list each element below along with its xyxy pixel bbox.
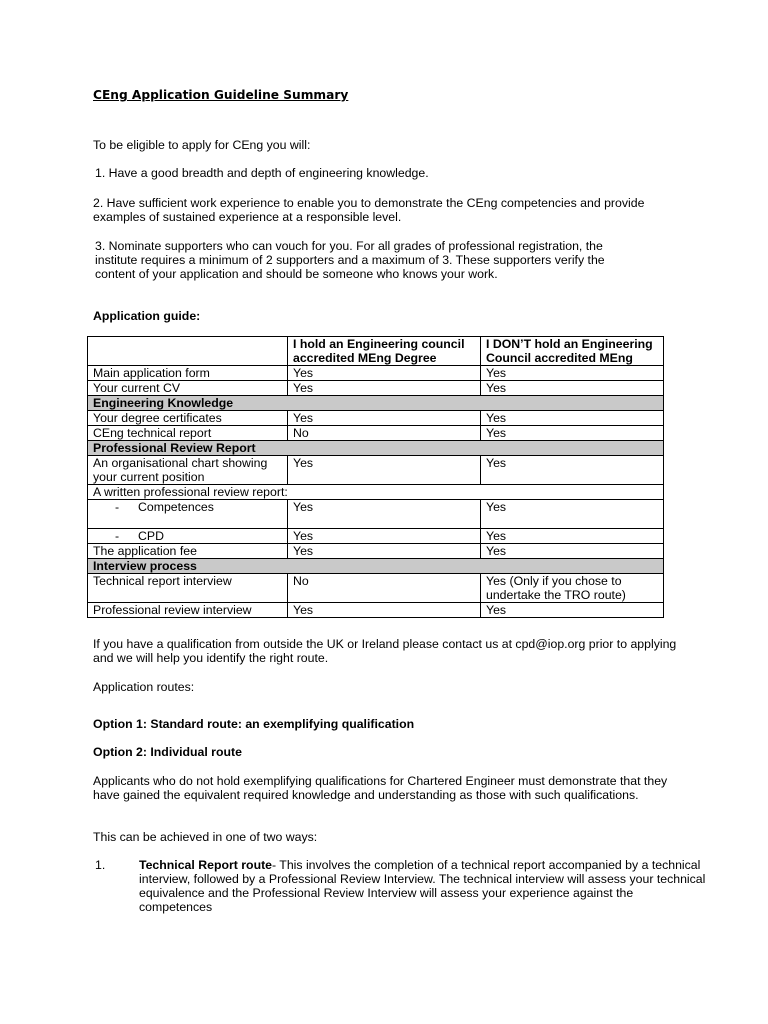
table-row bbox=[88, 485, 664, 500]
row-value: Yes bbox=[481, 381, 664, 396]
option-2-heading: Option 2: Individual route bbox=[93, 745, 242, 759]
row-value: Yes bbox=[481, 544, 664, 559]
row-value: Yes bbox=[481, 411, 664, 426]
row-value: Yes bbox=[288, 544, 481, 559]
row-value: Yes (Only if you chose to undertake the TRO route) bbox=[481, 574, 664, 603]
row-value: Yes bbox=[288, 411, 481, 426]
table-section-row bbox=[88, 396, 664, 411]
criterion-2: 2. Have sufficient work experience to enable you to demonstrate the CEng competencies and provide examples of sustained experience at a responsible level. bbox=[93, 196, 645, 224]
row-value: Yes bbox=[288, 381, 481, 396]
row-label: Professional review interview bbox=[88, 603, 288, 618]
row-label: Your current CV bbox=[88, 381, 288, 396]
row-label: CEng technical report bbox=[88, 426, 288, 441]
table-row bbox=[88, 426, 664, 441]
row-label: A written professional review report: bbox=[88, 485, 664, 500]
application-guide-heading: Application guide: bbox=[93, 309, 201, 323]
table-section-row bbox=[88, 559, 664, 574]
page-title: CEng Application Guideline Summary bbox=[93, 88, 349, 102]
row-label: Main application form bbox=[88, 366, 288, 381]
table-header-empty bbox=[88, 337, 288, 366]
table-header-meng: I hold an Engineering council accredited MEng Degree bbox=[288, 337, 481, 366]
table-row bbox=[88, 411, 664, 426]
criterion-1: 1. Have a good breadth and depth of engineering knowledge. bbox=[95, 166, 429, 180]
dash-marker: - bbox=[115, 500, 120, 514]
option-1-heading: Option 1: Standard route: an exemplifying qualification bbox=[93, 717, 415, 731]
row-value: Yes bbox=[481, 529, 664, 544]
row-label bbox=[88, 500, 288, 529]
row-label: An organisational chart showing your current position bbox=[88, 456, 288, 485]
row-value: Yes bbox=[288, 603, 481, 618]
row-value: Yes bbox=[288, 366, 481, 381]
section-label: Interview process bbox=[88, 559, 664, 574]
row-value: Yes bbox=[481, 456, 664, 485]
row-value: Yes bbox=[481, 500, 664, 529]
table-row bbox=[88, 366, 664, 381]
routes-heading: Application routes: bbox=[93, 680, 195, 694]
table-row bbox=[88, 603, 664, 618]
row-label-text: Competences bbox=[138, 500, 214, 514]
row-label bbox=[88, 529, 288, 544]
application-guide-table bbox=[87, 336, 664, 618]
row-value: Yes bbox=[288, 500, 481, 529]
table-row bbox=[88, 529, 664, 544]
row-label: The application fee bbox=[88, 544, 288, 559]
table-row bbox=[88, 500, 664, 529]
row-value: No bbox=[288, 574, 481, 603]
row-label: Your degree certificates bbox=[88, 411, 288, 426]
table-row bbox=[88, 381, 664, 396]
eligibility-intro: To be eligible to apply for CEng you will: bbox=[93, 138, 311, 152]
row-value: Yes bbox=[481, 603, 664, 618]
row-value: Yes bbox=[288, 529, 481, 544]
section-label: Engineering Knowledge bbox=[88, 396, 664, 411]
row-value: Yes bbox=[481, 426, 664, 441]
row-value: Yes bbox=[288, 456, 481, 485]
table-section-row bbox=[88, 441, 664, 456]
two-ways-intro: This can be achieved in one of two ways: bbox=[93, 830, 318, 844]
table-header-row bbox=[88, 337, 664, 366]
row-value: No bbox=[288, 426, 481, 441]
row-label-text: CPD bbox=[138, 529, 164, 543]
criterion-3: 3. Nominate supporters who can vouch for you. For all grades of professional registration, the institute requires a minimum of 2 supporters and a maximum of 3. These supporters verify the content of your application and should be someone who knows your work. bbox=[95, 239, 605, 281]
table-row bbox=[88, 574, 664, 603]
table-row bbox=[88, 544, 664, 559]
dash-marker: - bbox=[115, 529, 120, 543]
outside-uk-note: If you have a qualification from outside the UK or Ireland please contact us at cpd@iop.org prior to applying and we will help you identify the right route. bbox=[93, 637, 677, 665]
table-header-no-meng: I DON’T hold an Engineering Council accredited MEng bbox=[481, 337, 664, 366]
route-1-text: - This involves the completion of a technical report accompanied by a technical interview, followed by a Professional Review Interview. The technical interview will assess your technical equivalence and the Professional Review Interview will assess your experience against the competences bbox=[139, 858, 706, 914]
individual-route-description: Applicants who do not hold exemplifying qualifications for Chartered Engineer must demonstrate that they have gained the equivalent required knowledge and understanding as those with such qualifications. bbox=[93, 774, 668, 802]
row-label: Technical report interview bbox=[88, 574, 288, 603]
table-row bbox=[88, 456, 664, 485]
route-1-label: Technical Report route bbox=[139, 858, 273, 872]
route-1-number: 1. bbox=[95, 858, 106, 872]
row-value: Yes bbox=[481, 366, 664, 381]
route-1-item bbox=[95, 858, 709, 914]
section-label: Professional Review Report bbox=[88, 441, 664, 456]
